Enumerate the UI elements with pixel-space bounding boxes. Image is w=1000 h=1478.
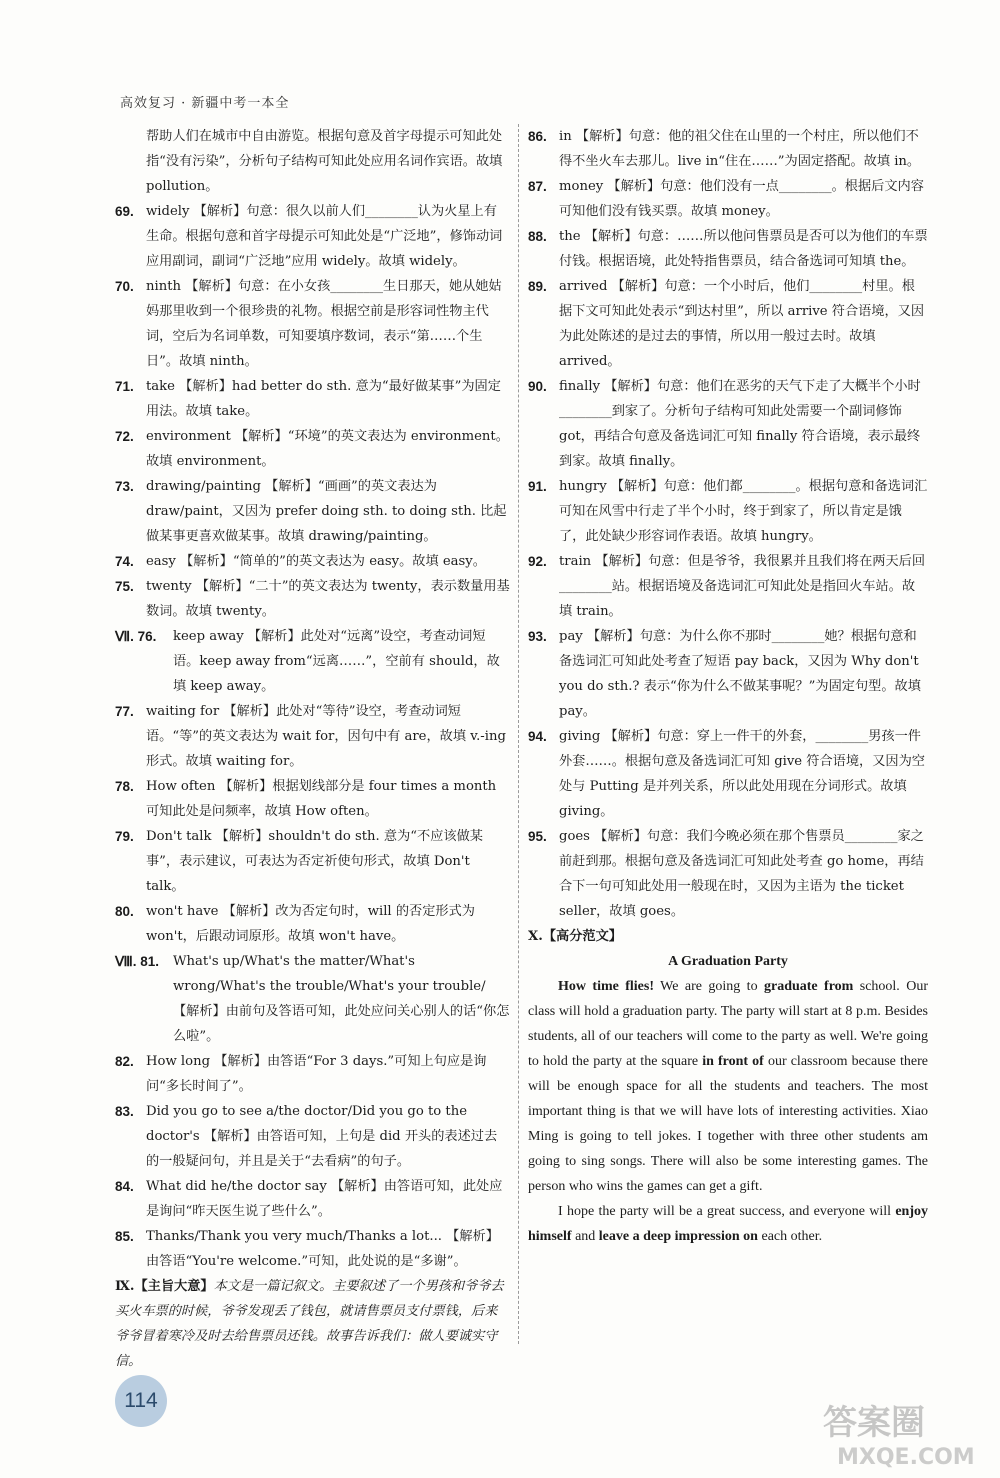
answer-text: goes 【解析】句意：我们今晚必须在那个售票员________家之前赶到那。根据句意及备选词汇可知此处考查 go home，再结合下一句可知此处用一般现在时，又因为主语为 the ticket seller，故填 goes。	[559, 829, 924, 919]
answer-entry	[528, 724, 928, 824]
answer-entry	[115, 949, 510, 1049]
answer-number: 69.	[115, 204, 134, 219]
answer-number: 87.	[528, 179, 547, 194]
essay-bold: in front of	[702, 1054, 764, 1069]
answer-number: 78.	[115, 779, 134, 794]
answer-entry	[115, 124, 510, 199]
answer-entry	[115, 699, 510, 774]
answer-number: 71.	[115, 379, 134, 394]
summary-tag: Ⅸ.【主旨大意】	[115, 1279, 214, 1294]
answer-number: 70.	[115, 279, 134, 294]
essay-text: I hope the party will be a great success, and everyone will	[558, 1204, 896, 1219]
answer-entry	[115, 549, 510, 574]
answer-text: pay 【解析】句意：为什么你不那时________她？根据句意和备选词汇可知此处考查了短语 pay back，又因为 Why don't you do sth.? 表示“你为什么不做某事呢？”为固定句型。故填 pay。	[559, 629, 921, 719]
answer-text: the 【解析】句意：……所以他问售票员是否可以为他们的车票付钱。根据语境，此处特指售票员，结合备选词可知填 the。	[559, 229, 928, 269]
essay-text: each other.	[757, 1229, 823, 1244]
answer-text: How long 【解析】由答语“For 3 days.”可知上句应是询问“多长时间了”。	[146, 1054, 487, 1094]
answer-entry	[115, 1174, 510, 1224]
essay-text: school. Our class will hold a graduation party. The party will start at 8 p.m. Besides students, all of our teachers will come to the party as well. We're going to hold the party at the square	[528, 979, 928, 1069]
answer-entry	[115, 1224, 510, 1274]
answer-number: Ⅷ. 81.	[115, 954, 160, 969]
answer-entry	[528, 474, 928, 549]
answer-entry	[528, 824, 928, 924]
answer-number: 88.	[528, 229, 547, 244]
answer-number: 82.	[115, 1054, 134, 1069]
answer-text: Don't talk 【解析】shouldn't do sth. 意为“不应该做某事”，表示建议，可表达为否定祈使句形式，故填 Don't talk。	[146, 829, 483, 894]
page-number: 114	[124, 1389, 158, 1412]
answer-number: 94.	[528, 729, 547, 744]
answer-text: environment 【解析】“环境”的英文表达为 environment。故填 environment。	[146, 429, 509, 469]
answer-text: What's up/What's the matter/What's wrong/What's the trouble/What's your trouble/ 【解析】由前句及答语可知，此处应问关心别人的话“你怎么啦”。	[173, 954, 510, 1044]
answer-entry	[115, 1049, 510, 1099]
summary-block	[115, 1274, 510, 1374]
answer-number: 73.	[115, 479, 134, 494]
answer-entry	[115, 199, 510, 274]
answer-number: 90.	[528, 379, 547, 394]
watermark-logo-graphic	[815, 1390, 990, 1472]
answer-text: Did you go to see a/the doctor/Did you go to the doctor's 【解析】由答语可知，上句是 did 开头的表述过去的一般疑问句，并且是关于“去看病”的句子。	[146, 1104, 498, 1169]
essay-text: our classroom because there will be enough space for all the students and teachers. The most important thing is that we will have lots of interesting activities. Xiao Ming is going to tell jokes. I together with three other students am going to sing songs. There will also be some interesting games. The person who wins the games can get a gift.	[528, 1054, 928, 1194]
essay-bold: leave a deep impression on	[598, 1229, 758, 1244]
page-number-badge	[115, 1375, 167, 1427]
column-divider	[518, 124, 519, 1344]
left-entries	[115, 124, 510, 1274]
answer-entry	[115, 474, 510, 549]
essay-text: We are going to	[654, 979, 764, 994]
left-column	[115, 124, 510, 1374]
essay-bold: enjoy himself	[528, 1204, 928, 1244]
answer-text: train 【解析】句意：但是爷爷，我很累并且我们将在两天后回________站。根据语境及备选词汇可知此处是指回火车站。故填 train。	[559, 554, 926, 619]
answer-entry	[115, 774, 510, 824]
answer-number: 79.	[115, 829, 134, 844]
answer-entry	[115, 274, 510, 374]
answer-number: 72.	[115, 429, 134, 444]
answer-text: 帮助人们在城市中自由游览。根据句意及首字母提示可知此处指“没有污染”，分析句子结构可知此处应用名词作宾语。故填 pollution。	[146, 129, 503, 194]
answer-entry	[115, 1099, 510, 1174]
answer-text: waiting for 【解析】此处对“等待”设空，考查动词短语。“等”的英文表达为 wait for，因句中有 are，故填 v.-ing 形式。故填 waiting for。	[146, 704, 506, 769]
answer-entry	[528, 174, 928, 224]
answer-text: What did he/the doctor say 【解析】由答语可知，此处应是询问“昨天医生说了些什么”。	[146, 1179, 503, 1219]
answer-text: take 【解析】had better do sth. 意为“最好做某事”为固定用法。故填 take。	[146, 379, 501, 419]
essay-title: A Graduation Party	[668, 954, 788, 969]
answer-text: keep away 【解析】此处对“远离”设空，考查动词短语。keep away from“远离……”，空前有 should，故填 keep away。	[173, 629, 500, 694]
answer-text: finally 【解析】句意：他们在恶劣的天气下走了大概半个小时________到家了。分析句子结构可知此处需要一个副词修饰 got，再结合句意及备选词汇可知 finally 符合语境，表示最终到家。故填 finally。	[559, 379, 921, 469]
answer-number: 75.	[115, 579, 134, 594]
answer-entry	[115, 824, 510, 899]
answer-number: 84.	[115, 1179, 134, 1194]
page-header: 高效复习 · 新疆中考一本全	[120, 96, 290, 111]
answer-entry	[528, 224, 928, 274]
answer-entry	[115, 374, 510, 424]
answer-text: giving 【解析】句意：穿上一件干的外套，________男孩一件外套……。根据句意及备选词汇可知 give 符合语境，又因为空处与 Putting 是并列关系，所以此处用现在分词形式。故填 giving。	[559, 729, 925, 819]
essay-heading: Ⅹ.【高分范文】	[528, 929, 622, 944]
answer-entry	[528, 274, 928, 374]
answer-text: in 【解析】句意：他的祖父住在山里的一个村庄，所以他们不得不坐火车去那儿。live in“住在……”为固定搭配。故填 in。	[559, 129, 921, 169]
watermark-url: MXQE.COM	[837, 1445, 975, 1470]
essay-paragraph-2	[528, 1199, 928, 1249]
answer-text: widely 【解析】句意：很久以前人们________认为火星上有生命。根据句意和首字母提示可知此处是“广泛地”，修饰动词应用副词，副词“广泛地”应用 widely。故填 widely。	[146, 204, 503, 269]
answer-entry	[528, 549, 928, 624]
summary-text: 本文是一篇记叙文。主要叙述了一个男孩和爷爷去买火车票的时候，爷爷发现丢了钱包，就请售票员支付票钱，后来爷爷冒着寒冷及时去给售票员还钱。故事告诉我们：做人要诚实守信。	[115, 1279, 504, 1369]
answer-number: 83.	[115, 1104, 134, 1119]
answer-number: 89.	[528, 279, 547, 294]
answer-entry	[528, 624, 928, 724]
answer-number: 92.	[528, 554, 547, 569]
essay-bold: How time flies!	[558, 979, 655, 994]
answer-text: ninth 【解析】句意：在小女孩________生日那天，她从她姑妈那里收到一个很珍贵的礼物。根据空前是形容词性物主代词，空后为名词单数，可知要填序数词，表示“第……个生日”。故填 ninth。	[146, 279, 502, 369]
answer-entry	[528, 124, 928, 174]
answer-number: 80.	[115, 904, 134, 919]
answer-number: 93.	[528, 629, 547, 644]
answer-text: twenty 【解析】“二十”的英文表达为 twenty，表示数量用基数词。故填 twenty。	[146, 579, 510, 619]
answer-number: 95.	[528, 829, 547, 844]
answer-text: How often 【解析】根据划线部分是 four times a month 可知此处是问频率，故填 How often。	[146, 779, 497, 819]
answer-entry	[115, 424, 510, 474]
answer-number: Ⅶ. 76.	[115, 629, 157, 644]
answer-text: Thanks/Thank you very much/Thanks a lot... 【解析】由答语“You're welcome.”可知，此处说的是“多谢”。	[146, 1229, 499, 1269]
answer-entry	[115, 574, 510, 624]
answer-text: won't have 【解析】改为否定句时，will 的否定形式为 won't，后跟动词原形。故填 won't have。	[146, 904, 475, 944]
answer-number: 77.	[115, 704, 134, 719]
answer-number: 85.	[115, 1229, 134, 1244]
essay-bold: graduate from	[763, 979, 854, 994]
watermark-cn: 答案圈	[823, 1403, 925, 1443]
essay-text: and	[571, 1229, 599, 1244]
answer-entry	[115, 624, 510, 699]
answer-text: drawing/painting 【解析】“画画”的英文表达为 draw/paint，又因为 prefer doing sth. to doing sth. 比起做某事更喜欢做某事。故填 drawing/painting。	[146, 479, 507, 544]
answer-number: 91.	[528, 479, 547, 494]
watermark-logo	[815, 1390, 990, 1472]
answer-entry	[115, 899, 510, 949]
right-column	[528, 124, 928, 1249]
answer-text: arrived 【解析】句意：一个小时后，他们________村里。根据下文可知此处表示“到达村里”，所以 arrive 符合语境，又因为此处陈述的是过去的事情，所以用一般过去时。故填 arrived。	[559, 279, 925, 369]
essay-body	[528, 974, 928, 1249]
answer-number: 74.	[115, 554, 134, 569]
answer-text: money 【解析】句意：他们没有一点________。根据后文内容可知他们没有钱买票。故填 money。	[559, 179, 924, 219]
right-entries	[528, 124, 928, 924]
answer-number: 86.	[528, 129, 547, 144]
essay-paragraph-1	[528, 974, 928, 1199]
answer-entry	[528, 374, 928, 474]
answer-text: easy 【解析】“简单的”的英文表达为 easy。故填 easy。	[146, 554, 486, 569]
answer-text: hungry 【解析】句意：他们都________。根据句意和备选词汇可知在风雪中行走了半个小时，终于到家了，所以肯定是饿了，此处缺少形容词作表语。故填 hungry。	[559, 479, 928, 544]
